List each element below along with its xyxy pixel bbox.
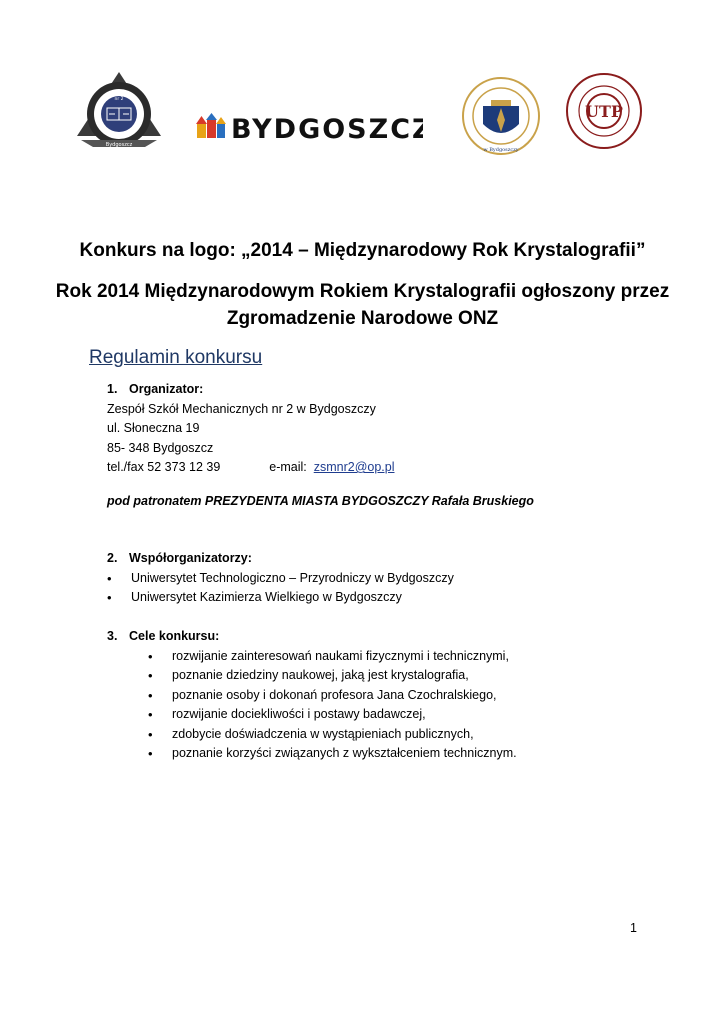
section-heading: [107, 380, 534, 400]
title-year: [0, 278, 725, 332]
organizer-contact: [107, 458, 534, 478]
list-item: • poznanie dziedziny naukowej, jaką jest krystalografia,: [148, 666, 517, 686]
bullet-icon: •: [148, 707, 153, 722]
list-item: • Uniwersytet Kazimierza Wielkiego w Bydgoszczy: [107, 588, 454, 608]
organizer-city: 85- 348 Bydgoszcz: [107, 440, 214, 455]
list-item: • zdobycie doświadczenia w wystąpieniach publicznych,: [148, 725, 517, 745]
organizer-name: Zespół Szkół Mechanicznych nr 2 w Bydgoszczy: [107, 401, 376, 416]
title-contest: Konkurs na logo: „2014 – Międzynarodowy Rok Krystalografii”: [79, 240, 646, 261]
city-icon: [196, 113, 226, 138]
title-year-line2: Zgromadzenie Narodowe ONZ: [226, 308, 499, 329]
list-item: • poznanie korzyści związanych z wykształceniem technicznym.: [148, 744, 517, 764]
list-item: • rozwijanie zainteresowań naukami fizycznymi i technicznymi,: [148, 647, 517, 667]
ukw-logo: [455, 76, 547, 156]
utp-logo: [565, 72, 643, 150]
section-organizer: [107, 380, 534, 511]
section-number: 3.: [107, 629, 118, 643]
section-number: 2.: [107, 551, 118, 565]
list-item: • rozwijanie dociekliwości i postawy badawczej,: [148, 705, 517, 725]
section-heading: [107, 549, 454, 569]
organizer-street: ul. Słoneczna 19: [107, 421, 200, 435]
section-title: Cele konkursu:: [129, 629, 220, 643]
section-title: Współorganizatorzy:: [129, 551, 252, 565]
bydgoszcz-logo: [195, 110, 423, 146]
bullet-icon: •: [148, 726, 153, 742]
bullet-icon: •: [148, 746, 153, 761]
svg-text:w Bydgoszczy: w Bydgoszczy: [483, 147, 519, 153]
coorganizers-list: [107, 569, 454, 608]
bullet-icon: •: [107, 570, 112, 586]
patronage-note: pod patronatem PREZYDENTA MIASTA BYDGOSZCZY Rafała Bruskiego: [107, 493, 534, 508]
bullet-icon: •: [148, 668, 153, 683]
bullet-icon: •: [148, 687, 153, 703]
svg-text:Bydgoszcz: Bydgoszcz: [105, 142, 133, 148]
zsm-logo: [75, 70, 163, 148]
phone-fax: tel./fax 52 373 12 39: [107, 460, 221, 474]
goals-list: [148, 647, 517, 764]
section-title: Organizator:: [129, 382, 204, 396]
section-heading: [107, 627, 517, 647]
page-number: 1: [630, 921, 637, 935]
email-label: e-mail:: [269, 460, 307, 474]
section-number: 1.: [107, 382, 118, 396]
list-item: • Uniwersytet Technologiczno – Przyrodniczy w Bydgoszczy: [107, 569, 454, 589]
svg-text:UTP: UTP: [585, 102, 623, 121]
section-goals: [107, 627, 517, 764]
section-coorganizers: [107, 549, 454, 608]
email-link[interactable]: zsmnr2@op.pl: [313, 460, 395, 474]
bullet-icon: •: [107, 590, 112, 605]
list-item: • poznanie osoby i dokonań profesora Jana Czochralskiego,: [148, 686, 517, 706]
title-year-line1: Rok 2014 Międzynarodowym Rokiem Krystalografii ogłoszony przez: [55, 281, 670, 302]
svg-text:nr 2: nr 2: [114, 97, 124, 102]
regulations-heading: Regulamin konkursu: [89, 347, 263, 368]
bullet-icon: •: [148, 648, 153, 664]
svg-text:BYDGOSZCZ: BYDGOSZCZ: [231, 114, 423, 145]
